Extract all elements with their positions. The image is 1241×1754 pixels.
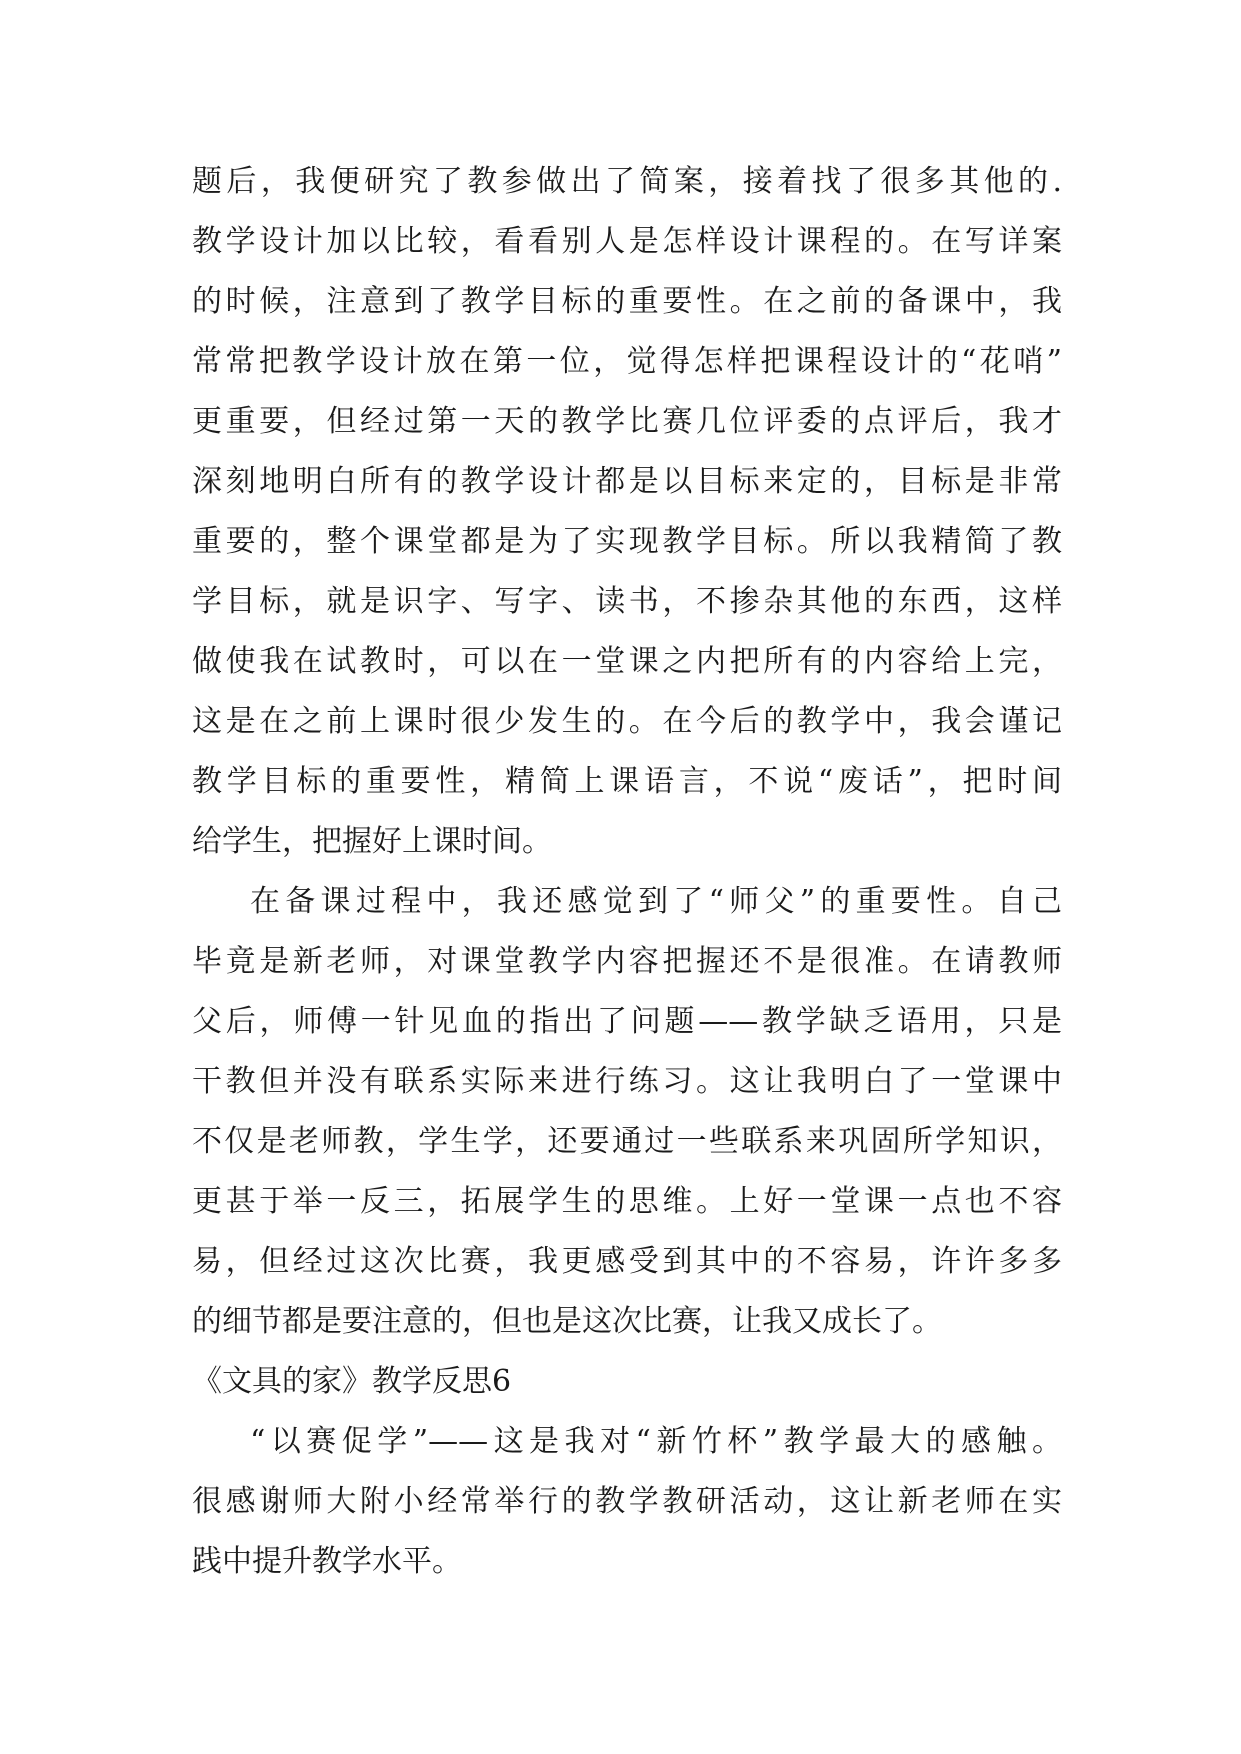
paragraph-1 xyxy=(192,152,1062,872)
text-line: 重要的，整个课堂都是为了实现教学目标。所以我精简了教 xyxy=(192,524,1062,559)
text-line: 教学目标的重要性，精简上课语言，不说“废话”，把时间 xyxy=(192,764,1062,799)
paragraph-2 xyxy=(192,872,1062,1352)
text-line: 毕竟是新老师，对课堂教学内容把握还不是很准。在请教师 xyxy=(192,944,1062,979)
document-body xyxy=(192,152,1062,1592)
text-line: 学目标，就是识字、写字、读书，不掺杂其他的东西，这样 xyxy=(192,584,1062,619)
text-line: 不仅是老师教，学生学，还要通过一些联系来巩固所学知识， xyxy=(192,1124,1062,1159)
text-line: 父后，师傅一针见血的指出了问题——教学缺乏语用，只是 xyxy=(192,1004,1062,1039)
text-line: “以赛促学”——这是我对“新竹杯”教学最大的感触。 xyxy=(250,1424,1062,1459)
text-line: 的时候，注意到了教学目标的重要性。在之前的备课中，我 xyxy=(192,284,1062,319)
text-line: 这是在之前上课时很少发生的。在今后的教学中，我会谨记 xyxy=(192,704,1062,739)
text-line: 深刻地明白所有的教学设计都是以目标来定的，目标是非常 xyxy=(192,464,1062,499)
text-line: 给学生，把握好上课时间。 xyxy=(192,824,552,859)
text-line: 在备课过程中，我还感觉到了“师父”的重要性。自己 xyxy=(250,884,1062,919)
text-line: 更甚于举一反三，拓展学生的思维。上好一堂课一点也不容 xyxy=(192,1184,1062,1219)
text-line: 教学设计加以比较，看看别人是怎样设计课程的。在写详案 xyxy=(192,224,1062,259)
section-heading: 《文具的家》教学反思6 xyxy=(192,1364,512,1399)
text-line: 题后，我便研究了教参做出了简案，接着找了很多其他的. xyxy=(192,164,1062,199)
text-line: 更重要，但经过第一天的教学比赛几位评委的点评后，我才 xyxy=(192,404,1062,439)
text-line: 常常把教学设计放在第一位，觉得怎样把课程设计的“花哨” xyxy=(192,344,1062,379)
text-line: 做使我在试教时，可以在一堂课之内把所有的内容给上完， xyxy=(192,644,1062,679)
text-line: 践中提升教学水平。 xyxy=(192,1544,462,1579)
text-line: 易，但经过这次比赛，我更感受到其中的不容易，许许多多 xyxy=(192,1244,1062,1279)
text-line: 干教但并没有联系实际来进行练习。这让我明白了一堂课中 xyxy=(192,1064,1062,1099)
paragraph-3 xyxy=(192,1412,1062,1592)
text-line: 的细节都是要注意的，但也是这次比赛，让我又成长了。 xyxy=(192,1304,942,1339)
text-line: 很感谢师大附小经常举行的教学教研活动，这让新老师在实 xyxy=(192,1484,1062,1519)
